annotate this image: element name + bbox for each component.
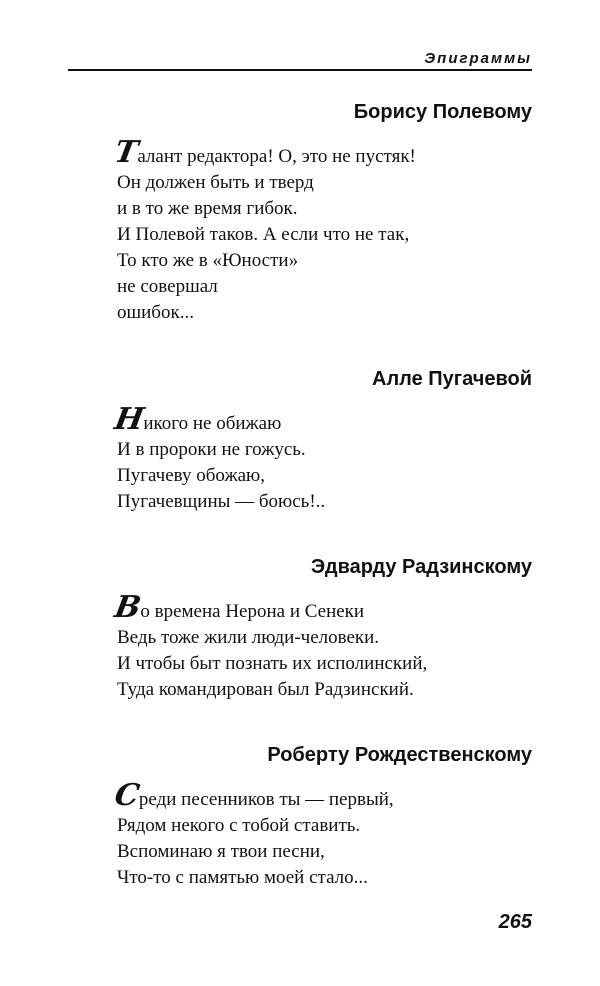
drop-cap: С bbox=[112, 778, 143, 813]
first-line-text: реди песенников ты — первый, bbox=[138, 789, 394, 810]
poem-polevoy bbox=[112, 100, 532, 326]
first-line-text: алант редактора! О, это не пустяк! bbox=[137, 146, 416, 167]
first-line-text: о времена Нерона и Сенеки bbox=[140, 601, 365, 622]
poem-line: Туда командирован был Радзинский. bbox=[117, 679, 414, 700]
drop-cap: Т bbox=[112, 135, 141, 170]
poem-line: Рядом некого с тобой ставить. bbox=[117, 815, 361, 836]
poem-line: Ведь тоже жили люди-человеки. bbox=[117, 627, 380, 648]
page-number: 265 bbox=[498, 911, 532, 933]
poem-title: Роберту Рождественскому bbox=[267, 744, 532, 766]
poem-line-first bbox=[112, 590, 532, 625]
running-head: Эпиграммы bbox=[424, 50, 532, 67]
poem-rozhdestvensky bbox=[112, 743, 532, 891]
poem-title: Борису Полевому bbox=[353, 101, 532, 123]
drop-cap: В bbox=[112, 590, 144, 625]
poem-line: Пугачевщины — боюсь!.. bbox=[117, 491, 326, 512]
poem-line: То кто же в «Юности» bbox=[117, 250, 299, 271]
poem-line: Что-то с памятью моей стало... bbox=[117, 867, 368, 888]
poem-line: Он должен быть и тверд bbox=[117, 172, 314, 193]
poem-line: Вспоминаю я твои песни, bbox=[117, 841, 325, 862]
poem-body bbox=[112, 590, 532, 703]
poem-line: Пугачеву обожаю, bbox=[117, 465, 265, 486]
first-line-text: икого не обижаю bbox=[143, 413, 282, 434]
poem-line: И Полевой таков. А если что не так, bbox=[117, 224, 410, 245]
poem-line: И в пророки не гожусь. bbox=[117, 439, 306, 460]
poem-body bbox=[112, 402, 532, 515]
poem-line: не совершал bbox=[117, 276, 218, 297]
poem-radzinsky bbox=[112, 555, 532, 703]
poem-body bbox=[112, 778, 532, 891]
header-rule bbox=[68, 69, 532, 71]
poem-line: ошибок... bbox=[117, 302, 194, 323]
poem-title: Эдварду Радзинскому bbox=[310, 556, 532, 578]
drop-cap: Н bbox=[112, 402, 147, 437]
poem-line-first bbox=[112, 778, 532, 813]
poem-body bbox=[112, 135, 532, 326]
poem-title: Алле Пугачевой bbox=[372, 368, 532, 390]
poem-line-first bbox=[112, 402, 532, 437]
poem-line-first bbox=[112, 135, 532, 170]
poem-line: И чтобы быт познать их исполинский, bbox=[117, 653, 428, 674]
poem-pugacheva bbox=[112, 367, 532, 515]
poem-line: и в то же время гибок. bbox=[117, 198, 298, 219]
